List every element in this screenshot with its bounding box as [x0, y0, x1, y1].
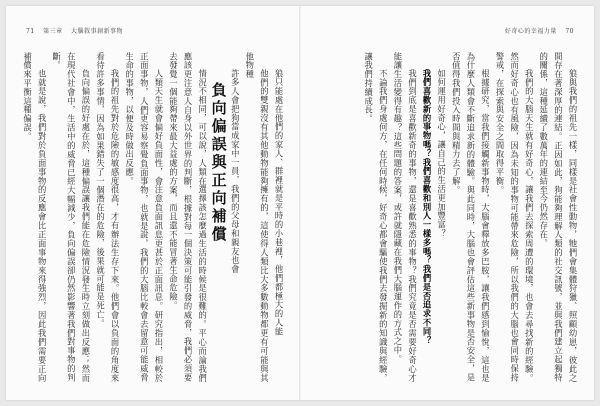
- paragraph: 負向偏誤的好處在於，這種偏誤讓我們能在危險情況發生時立刻做出反應；然而在現代社會中，生活中的威脅已經大幅減少，負向偏誤卻仍然影響著我們對事物的判斷。: [51, 52, 91, 382]
- book-title: 好奇心的幸福力量: [504, 28, 557, 35]
- paragraph: 狼與我們的祖先一樣，同樣是社會性動物，牠們會集體狩獵、照顧幼崽，彼此之間存在著深厚的連結。正因如此，狗能夠理解人類的社交訊號，並與我們建立起獨特的關係，這種延續了數萬年的連結至今仍然存在。: [538, 52, 578, 382]
- paragraph: 我們的祖先對於危險的敏感度很高，才有辦法生存下來。他們會以負面的角度來看待許多事情，因為如果錯失了一個潛在的危險，後果就可能是死亡。: [95, 52, 121, 382]
- left-page: [24, 52, 286, 382]
- chapter-title: 大腦敘事創新事物: [71, 28, 124, 35]
- paragraph: 狼只能處在他們的家人、群裡就是平時的小巷裡，他們都極大的人能: [274, 68, 284, 336]
- book-spread: [6, 6, 594, 400]
- paragraph: 許多人會把狗當成家中一員，我們的父母和親友也會: [230, 68, 241, 274]
- right-page-text: [310, 52, 580, 382]
- paragraph: 根據研究，當我們接觸新事物時，大腦會釋放多巴胺，讓我們感到愉悅，這也是為什麼人類會不斷追求新的體驗。與此同時，大腦也會評估這些新事物是否安全，是否值得我們投入時間與精力去了解。: [451, 52, 491, 382]
- left-page-number: 71: [26, 28, 35, 35]
- paragraph: 也就是說，我們對於負面事物的反應會比正面事物來得強烈，因此我們需要正向補償來平衡這種偏誤。: [22, 52, 48, 382]
- bold-question: 我們喜歡新的事物嗎？我們喜歡和別人一樣多嗎？我們是否追求不同？: [422, 68, 433, 345]
- left-page-text: [24, 52, 286, 382]
- paragraph: 情況不相同，可以說，人類在選擇該怎麼過生活的時候是很難的。平心而論我們應該更注意人自身以外世界的判斷，根據對每一個決策可能引發的威脅，我們必須要去發覺一個能夠帶來最大益處的方案，而且還不能冒著生命危險。: [168, 52, 208, 382]
- paragraph: 我們到底是喜歡新奇的事物，還是喜歡熟悉的事物？我們究竟是否需要好奇心才能讓生活變得有趣？這些問題的答案，或許就隱藏在我們大腦運作的方式之中。: [392, 52, 418, 382]
- right-page-number: 70: [565, 28, 574, 35]
- book-gutter: [299, 6, 301, 400]
- paragraph: 他們的雙親沒有其他動物能夠擁有的，這使得人類比大多數動物都更有可能與其他物種: [244, 52, 270, 382]
- right-running-header: [505, 26, 580, 35]
- right-page: [310, 52, 580, 382]
- left-running-header: [20, 26, 129, 35]
- paragraph: 如何運用好奇心，讓自己的生活更加豐富？: [436, 68, 447, 238]
- section-heading: 負向偏誤與正向補償: [209, 82, 228, 244]
- paragraph: 我們的大腦天生就有好奇心，讓我們去探索周遭的環境，也會去尋找新的經驗。然而好奇心也有風險，因為未知的事物可能帶來危險，所以我們的大腦也會同時保持警戒，在探索與安全之間取得平衡。: [495, 52, 535, 382]
- paragraph: 不論我們身處何方，在任何時候，好奇心都會驅使我們去發掘新的知識與經驗，讓我們持續成長。: [363, 52, 389, 382]
- chapter-label: 第三章: [43, 28, 63, 35]
- paragraph: 人類天生就會偏好負面性，會注意負面訊息更甚於正面訊息。研究指出，相較於正面事物，人們更容易察覺負面事物，也就是說，我們的大腦比較會去留意可能威脅生命的事物，以便及時做出反應。: [124, 52, 164, 382]
